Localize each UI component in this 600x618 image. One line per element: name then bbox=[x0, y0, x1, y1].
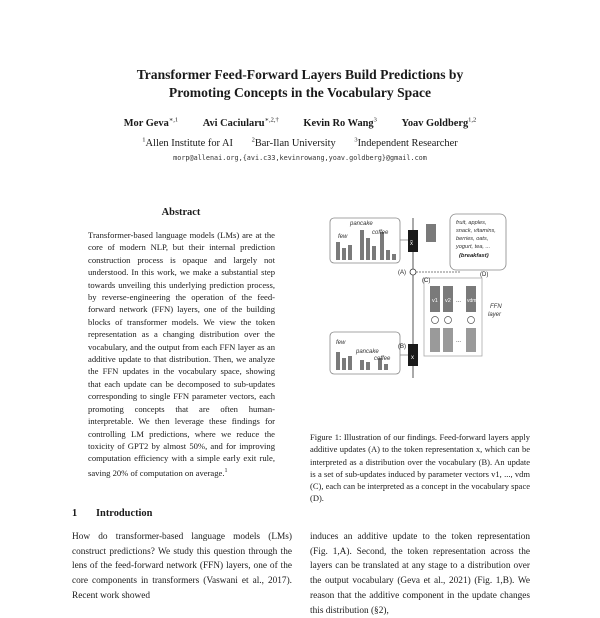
author-list bbox=[40, 116, 560, 129]
bottom-bar bbox=[348, 356, 352, 370]
abstract-heading: Abstract bbox=[161, 207, 201, 218]
section-number: 1 bbox=[72, 508, 78, 519]
author-2: Avi Caciularu$^{∗,2,\dagger}$ bbox=[202, 117, 279, 130]
concept-word-3: berries, oats, bbox=[456, 236, 489, 242]
figure-caption: Figure 1: Illustration of our findings. Feed-forward layers apply additive updates (A) to the token representation x, which can be interpreted as a distribution over the vocabulary (B). An update is a set of sub-updates induced by parameter vectors v1, ..., vdm (C), each can be interpreted as a concept in the vocabulary space (D). bbox=[310, 432, 530, 504]
top-bar bbox=[372, 246, 376, 260]
vector-v1-label: v1 bbox=[432, 298, 438, 304]
top-bar bbox=[342, 248, 346, 260]
top-bar bbox=[360, 230, 364, 260]
top-label-pancake: pancake bbox=[350, 221, 373, 227]
top-bar bbox=[386, 250, 390, 260]
intro-heading bbox=[72, 508, 152, 519]
top-bar bbox=[392, 254, 396, 260]
bottom-bar bbox=[366, 362, 370, 370]
abstract-text: Transformer-based language models (LMs) are at the core of modern NLP, but their internal prediction construction process is opaque and largely not understood. In this work, we make a substantial step towards unveiling this underlying prediction process, by reverse-engineering the operation of the feed-forward network (FFN) layers, one of the building blocks of transformer models. We view the token representation as a changing distribution over the vocabulary, and the output from each FFN layer as an additive update to that distribution. Then, we analyze the FFN updates in the vocabulary space, showing that each update can be decomposed to sub-updates corresponding to single FFN parameter vectors, each promoting concepts that are often human-interpretable. We then leverage these findings for controlling LM predictions, where we reduce the toxicity of GPT2 by almost 50%, and for improving computation efficiency with a simple early exit rule, saving 20% of computation on average. bbox=[88, 230, 275, 478]
marker-b: (B) bbox=[398, 344, 406, 350]
activation-circle bbox=[468, 317, 475, 324]
author-emails: morp@allenai.org,{avi.c33,kevinrowang,yoav.goldberg}@gmail.com bbox=[173, 154, 427, 162]
ffn-label-2: layer bbox=[488, 312, 502, 318]
paper-title bbox=[40, 66, 560, 102]
bottom-bar bbox=[336, 352, 340, 370]
next-layer-box bbox=[426, 224, 436, 242]
affiliation-3: $^3$Independent Researcher bbox=[354, 137, 458, 150]
key-ellipsis: ... bbox=[456, 338, 462, 344]
bottom-bar bbox=[360, 360, 364, 370]
top-bar bbox=[348, 245, 352, 260]
top-label-coffee: coffee bbox=[372, 230, 389, 236]
x-label: x bbox=[411, 355, 414, 361]
ffn-label-1: FFN bbox=[490, 304, 502, 310]
marker-d: (D) bbox=[480, 272, 489, 278]
bottom-label-few: few bbox=[336, 340, 346, 346]
top-bar bbox=[366, 238, 370, 260]
vector-v2-label: v2 bbox=[445, 298, 451, 304]
abstract-footnote-mark: 1 bbox=[224, 467, 228, 474]
intro-body: How do transformer-based language models (LMs) construct predictions? We study this question through the lens of the feed-forward network (FFN) layers, one of the core components in transformers (Vaswani et al., 2017). Recent work showed bbox=[72, 532, 292, 601]
bottom-label-coffee: coffee bbox=[374, 356, 391, 362]
section-title: Introduction bbox=[96, 508, 153, 519]
right-column-body: induces an additive update to the token representation (Fig. 1,A). Second, the token representation across the layers can be translated at any stage to a distribution over the output vocabulary (Geva et al., 2021) (Fig. 1,B). We reason that the additive component in the update changes this distribution (§2), bbox=[310, 532, 530, 616]
x-tilde-label: x̃ bbox=[410, 241, 413, 247]
activation-circle bbox=[432, 317, 439, 324]
author-3: Kevin Ro Wang$^3$ bbox=[303, 117, 377, 130]
activation-circle bbox=[445, 317, 452, 324]
key-vector-2 bbox=[443, 328, 453, 352]
concept-word-2: snack, vitamins, bbox=[456, 228, 496, 234]
author-1: Mor Geva$^{∗,1}$ bbox=[123, 117, 179, 130]
title-line-2: Promoting Concepts in the Vocabulary Space bbox=[168, 85, 432, 100]
bottom-bar bbox=[342, 358, 346, 370]
top-bar bbox=[336, 242, 340, 260]
abstract-body bbox=[88, 229, 275, 479]
affiliations bbox=[40, 137, 560, 149]
top-bar bbox=[380, 232, 384, 260]
bottom-label-pancake: pancake bbox=[356, 349, 379, 355]
bottom-bar bbox=[384, 364, 388, 370]
affiliation-2: $^2$Bar-Ilan University bbox=[251, 137, 336, 150]
marker-a: (A) bbox=[398, 270, 406, 276]
concept-label: (breakfast) bbox=[459, 253, 489, 259]
top-label-few: few bbox=[338, 234, 348, 240]
vector-ellipsis: ... bbox=[456, 298, 462, 304]
figure-1-illustration bbox=[320, 210, 520, 380]
key-vector-1 bbox=[430, 328, 440, 352]
marker-c: (C) bbox=[422, 278, 431, 284]
concept-word-1: fruit, apples, bbox=[456, 220, 487, 226]
add-op-a bbox=[410, 269, 416, 275]
author-4: Yoav Goldberg$^{1,2}$ bbox=[401, 117, 477, 130]
key-vector-dm bbox=[466, 328, 476, 352]
title-line-1: Transformer Feed-Forward Layers Build Predictions by bbox=[136, 67, 464, 82]
concept-word-4: yogurt, tea, ... bbox=[456, 244, 491, 250]
affiliation-1: $^1$Allen Institute for AI bbox=[142, 137, 233, 150]
vector-vdm-label: vdm bbox=[467, 298, 477, 304]
